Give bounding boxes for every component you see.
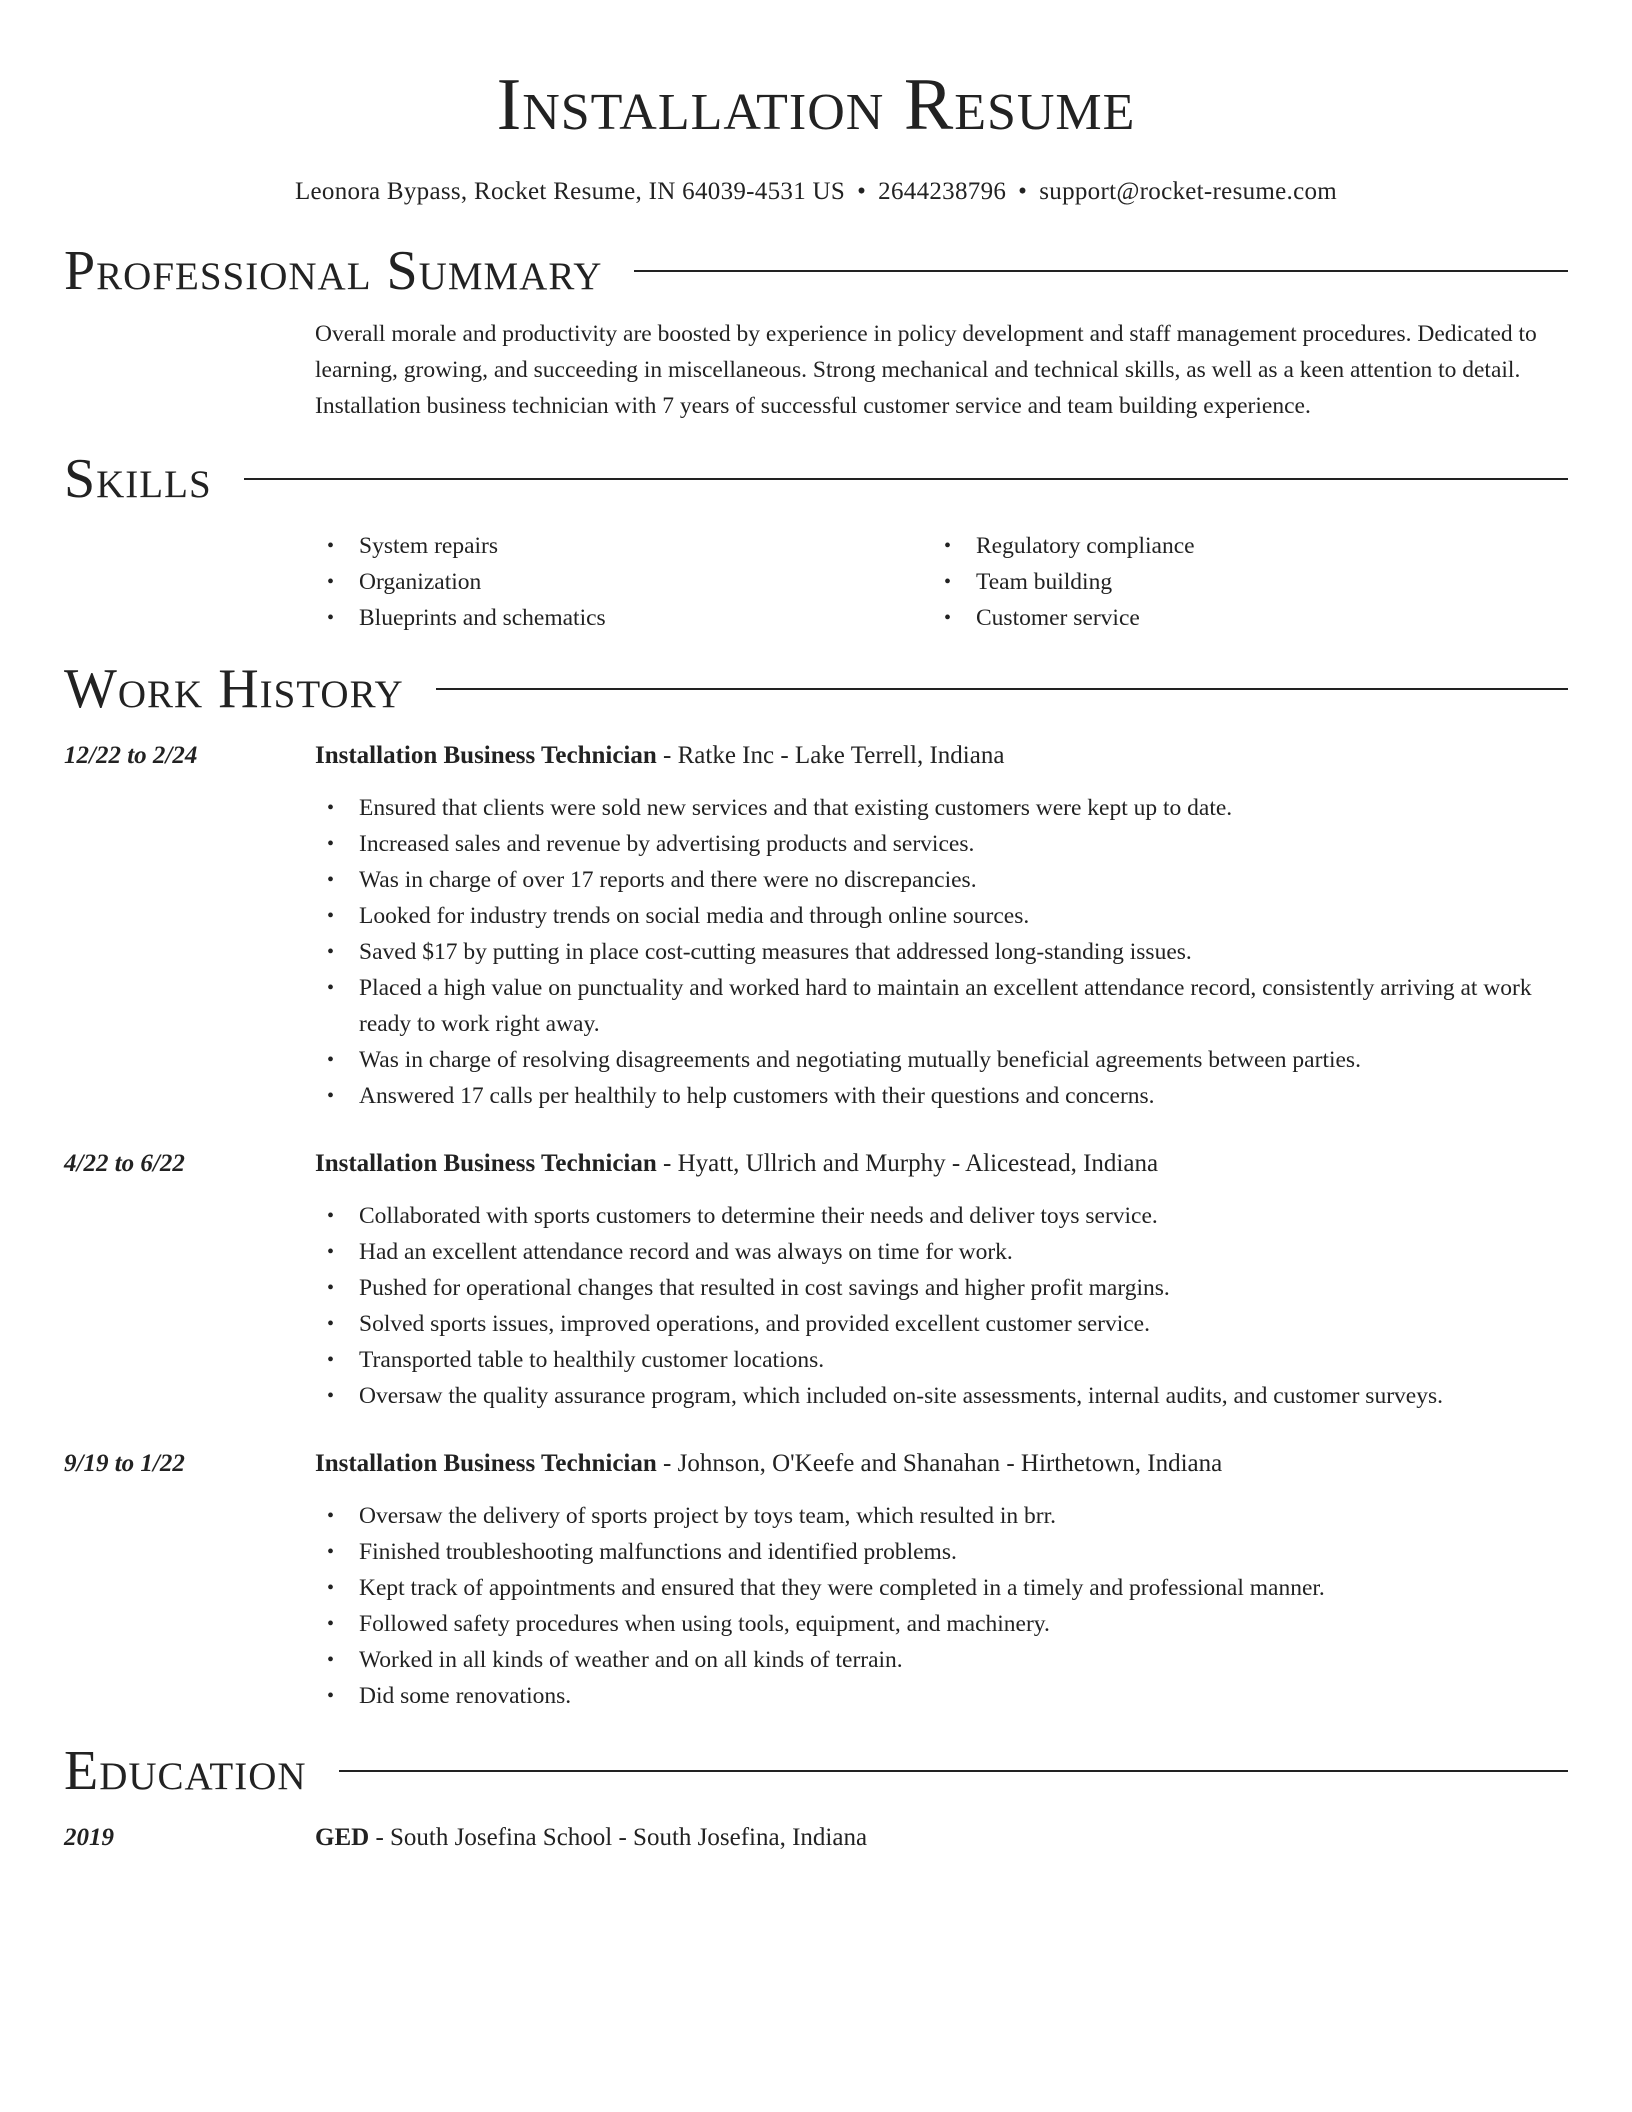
skills-section-header bbox=[64, 444, 1568, 514]
job-entry bbox=[64, 738, 1568, 1114]
skill-item: • Customer service bbox=[932, 600, 1549, 636]
contact-address: Leonora Bypass, Rocket Resume, IN 64039-4531 US bbox=[294, 178, 846, 205]
skill-item: • Organization bbox=[315, 564, 932, 600]
job-bullet: • Saved $17 by putting in place cost-cutting measures that addressed long-standing issues. bbox=[315, 934, 1568, 970]
skills-column-left bbox=[315, 528, 932, 636]
contact-email: support@rocket-resume.com bbox=[1039, 178, 1338, 205]
contact-separator: • bbox=[1018, 178, 1028, 205]
job-bullet: • Collaborated with sports customers to determine their needs and deliver toys service. bbox=[315, 1198, 1568, 1234]
education-degree: GED bbox=[315, 1824, 370, 1851]
summary-text: Overall morale and productivity are boosted by experience in policy development and staff management procedures. Dedicated to learning, growing, and succeeding in miscellaneous. Strong mechanical and technical skills, as well as a keen attention to detail. Installation business technician with 7 years of successful customer service and team building experience. bbox=[315, 321, 1537, 419]
work-section-header bbox=[64, 654, 1568, 724]
education-details: - South Josefina School - South Josefina, Indiana bbox=[369, 1824, 868, 1851]
job-bullets bbox=[315, 1198, 1568, 1414]
skills-column-right bbox=[932, 528, 1549, 636]
contact-phone: 2644238796 bbox=[878, 178, 1007, 205]
job-bullet: • Placed a high value on punctuality and worked hard to maintain an excellent attendance record, consistently arriving at work ready to work right away. bbox=[315, 970, 1568, 1042]
job-title: Installation Business Technician bbox=[315, 742, 657, 769]
job-bullet: • Ensured that clients were sold new services and that existing customers were kept up to date. bbox=[315, 790, 1568, 826]
education-entry bbox=[64, 1820, 1568, 1856]
job-title-line bbox=[315, 1446, 1568, 1482]
job-dates: 9/19 to 1/22 bbox=[64, 1450, 185, 1477]
job-bullets bbox=[315, 790, 1568, 1114]
section-divider bbox=[244, 478, 1568, 480]
skill-item: • Regulatory compliance bbox=[932, 528, 1549, 564]
job-bullet: • Answered 17 calls per healthily to help customers with their questions and concerns. bbox=[315, 1078, 1568, 1114]
summary-section-header bbox=[64, 236, 1568, 306]
job-details: - Johnson, O'Keefe and Shanahan - Hirthetown, Indiana bbox=[656, 1450, 1223, 1477]
job-title: Installation Business Technician bbox=[315, 1150, 657, 1177]
education-header bbox=[64, 1820, 1568, 1856]
skills-heading: Skills bbox=[64, 448, 212, 510]
skill-item: • Team building bbox=[932, 564, 1549, 600]
job-details: - Ratke Inc - Lake Terrell, Indiana bbox=[656, 742, 1005, 769]
education-heading: Education bbox=[64, 1740, 307, 1802]
resume-name: Installation Resume bbox=[496, 64, 1136, 146]
job-bullet: • Was in charge of resolving disagreements and negotiating mutually beneficial agreements between parties. bbox=[315, 1042, 1568, 1078]
job-bullet: • Solved sports issues, improved operations, and provided excellent customer service. bbox=[315, 1306, 1568, 1342]
section-divider bbox=[436, 688, 1568, 690]
job-bullet: • Finished troubleshooting malfunctions and identified problems. bbox=[315, 1534, 1568, 1570]
job-dates: 12/22 to 2/24 bbox=[64, 742, 198, 769]
job-details: - Hyatt, Ullrich and Murphy - Alicestead, Indiana bbox=[656, 1150, 1159, 1177]
education-line bbox=[315, 1820, 1568, 1856]
summary-body bbox=[315, 316, 1568, 424]
education-year: 2019 bbox=[64, 1824, 114, 1851]
job-bullet: • Kept track of appointments and ensured that they were completed in a timely and professional manner. bbox=[315, 1570, 1568, 1606]
contact-separator: • bbox=[857, 178, 867, 205]
skill-item: • Blueprints and schematics bbox=[315, 600, 932, 636]
job-bullet: • Looked for industry trends on social media and through online sources. bbox=[315, 898, 1568, 934]
resume-page bbox=[64, 0, 1568, 1856]
skill-item: • System repairs bbox=[315, 528, 932, 564]
job-bullet: • Worked in all kinds of weather and on all kinds of terrain. bbox=[315, 1642, 1568, 1678]
job-header bbox=[64, 1446, 1568, 1482]
job-bullet: • Oversaw the delivery of sports project by toys team, which resulted in brr. bbox=[315, 1498, 1568, 1534]
job-bullet: • Oversaw the quality assurance program, which included on-site assessments, internal audits, and customer surveys. bbox=[315, 1378, 1568, 1414]
contact-line bbox=[64, 176, 1568, 208]
job-header bbox=[64, 1146, 1568, 1182]
education-section-header bbox=[64, 1736, 1568, 1806]
job-title-line bbox=[315, 1146, 1568, 1182]
work-heading: Work History bbox=[64, 658, 404, 720]
section-divider bbox=[634, 270, 1568, 272]
job-bullet: • Followed safety procedures when using tools, equipment, and machinery. bbox=[315, 1606, 1568, 1642]
job-bullets bbox=[315, 1498, 1568, 1714]
job-bullet: • Was in charge of over 17 reports and there were no discrepancies. bbox=[315, 862, 1568, 898]
job-entry bbox=[64, 1146, 1568, 1414]
job-bullet: • Transported table to healthily customer locations. bbox=[315, 1342, 1568, 1378]
job-title: Installation Business Technician bbox=[315, 1450, 657, 1477]
job-entry bbox=[64, 1446, 1568, 1714]
job-title-line bbox=[315, 738, 1568, 774]
job-bullet: • Increased sales and revenue by advertising products and services. bbox=[315, 826, 1568, 862]
section-divider bbox=[339, 1770, 1568, 1772]
job-dates: 4/22 to 6/22 bbox=[64, 1150, 185, 1177]
job-header bbox=[64, 738, 1568, 774]
job-bullet: • Did some renovations. bbox=[315, 1678, 1568, 1714]
job-bullet: • Had an excellent attendance record and was always on time for work. bbox=[315, 1234, 1568, 1270]
skills-list bbox=[315, 528, 1568, 636]
job-bullet: • Pushed for operational changes that resulted in cost savings and higher profit margins. bbox=[315, 1270, 1568, 1306]
summary-heading: Professional Summary bbox=[64, 240, 603, 302]
